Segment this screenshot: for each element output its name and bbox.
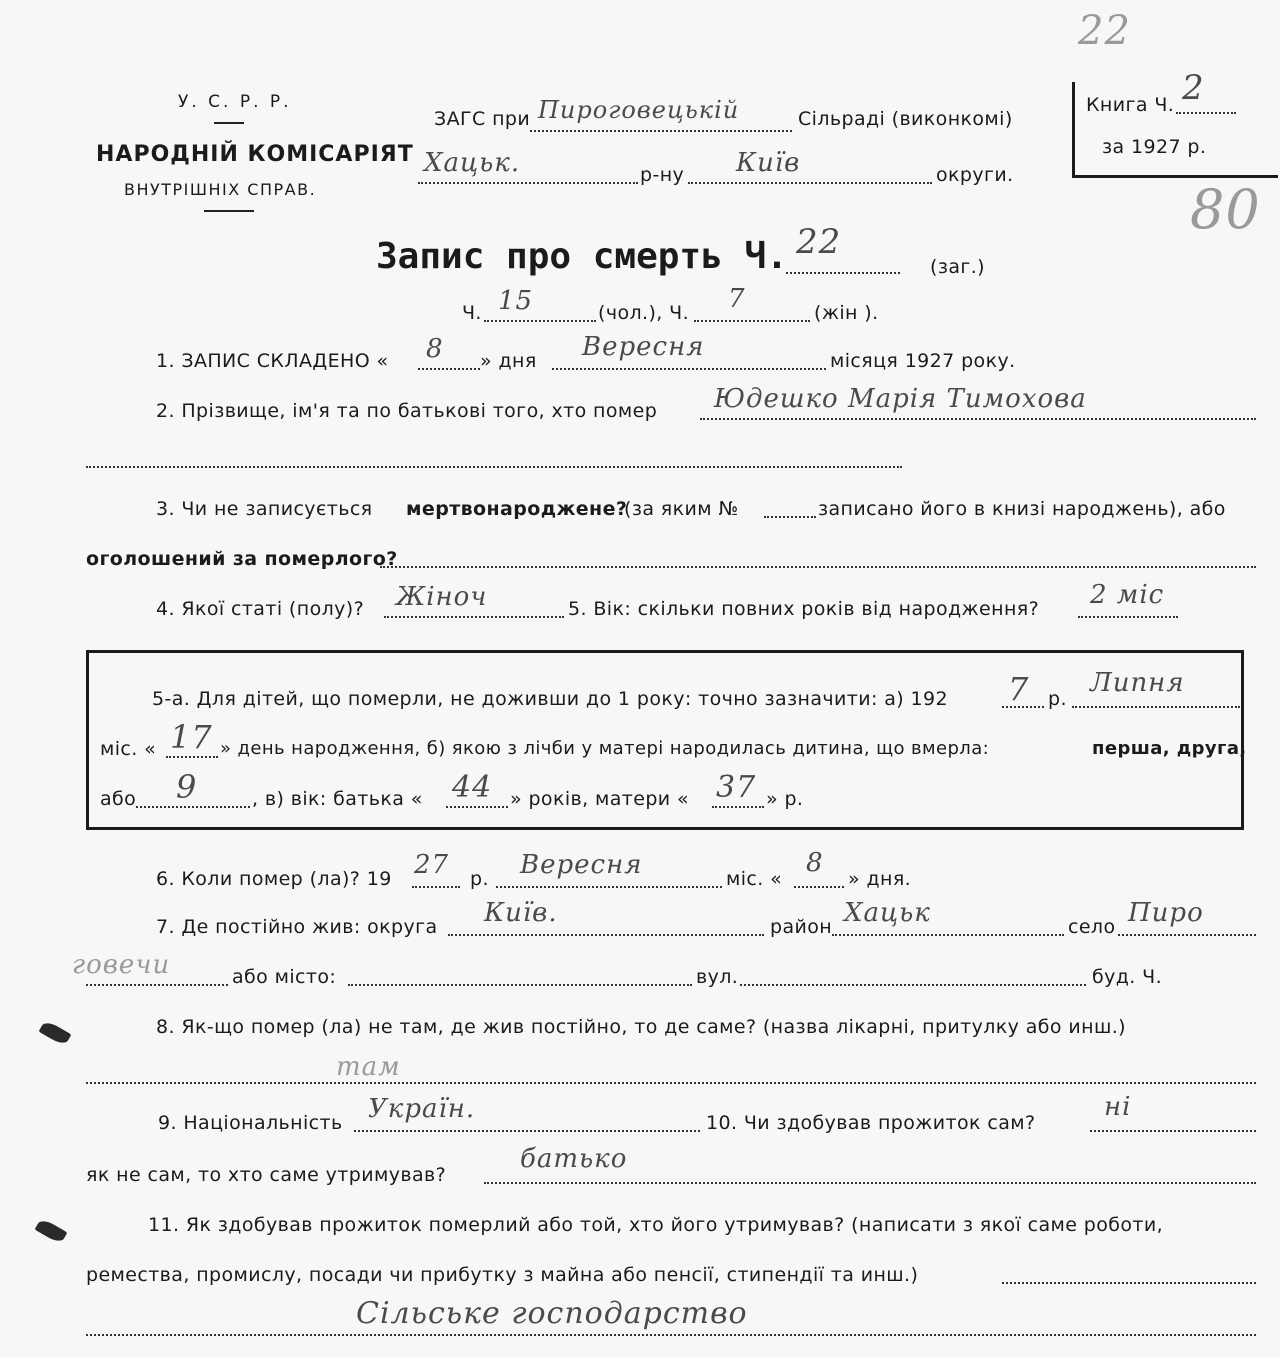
item5a-r: р. xyxy=(1048,688,1067,710)
item7-street-label: вул. xyxy=(696,966,739,988)
item2-deceased-name: Юдешко Марія Тимохова xyxy=(714,384,1087,414)
female-label: (жін ). xyxy=(814,302,879,324)
dotted-line xyxy=(740,984,1086,986)
item5a-abo: або xyxy=(100,788,137,810)
female-count: 7 xyxy=(728,284,746,314)
hole-punch-mark xyxy=(35,1217,68,1244)
dotted-line xyxy=(496,886,722,888)
dotted-line xyxy=(484,320,596,322)
dotted-line xyxy=(418,182,638,184)
item3-rest-b: записано його в книзі народжень), або xyxy=(818,498,1226,520)
item7-okrug: Київ. xyxy=(484,898,558,928)
dotted-line xyxy=(1090,1130,1256,1132)
male-count: 15 xyxy=(498,286,534,316)
dotted-line xyxy=(448,934,764,936)
item5a-father-age: 44 xyxy=(452,770,493,805)
dotted-line xyxy=(712,806,764,808)
dotted-line xyxy=(794,886,844,888)
item7-selo-label: село xyxy=(1068,916,1116,938)
dotted-line xyxy=(1072,706,1240,708)
record-number: 22 xyxy=(796,222,842,262)
item4-sex: Жіноч xyxy=(396,582,488,612)
item8-place: там xyxy=(336,1052,401,1082)
item6-year: 27 xyxy=(414,850,450,880)
item3-stillborn: мертвонароджене? xyxy=(406,498,628,520)
hole-punch-mark xyxy=(39,1019,72,1046)
commissariat-label: НАРОДНІЙ КОМІСАРІЯТ xyxy=(96,142,414,167)
district-label: р-ну xyxy=(640,164,685,186)
item6-r: р. xyxy=(470,868,489,890)
item6-label: 6. Коли помер (ла)? 19 xyxy=(156,868,392,890)
item9-nationality: Україн. xyxy=(368,1094,476,1124)
dotted-line xyxy=(694,320,810,322)
item1-year: місяця 1927 року. xyxy=(830,350,1016,372)
divider xyxy=(214,122,244,124)
item5a-line2: » день народження, б) якою з лічби у матері народилась дитина, що вмерла: xyxy=(220,738,990,759)
dotted-line xyxy=(552,368,826,370)
okrug-label: округи. xyxy=(936,164,1014,186)
item5a-order-options: перша, друга, xyxy=(1092,738,1247,759)
record-suffix: (заг.) xyxy=(930,256,985,278)
dotted-line xyxy=(166,756,218,758)
item6-mis: міс. « xyxy=(726,868,783,890)
dotted-line xyxy=(1176,112,1236,114)
item9-label: 9. Національність xyxy=(158,1112,343,1134)
item7-city-label: або місто: xyxy=(232,966,337,988)
dotted-line xyxy=(354,1130,700,1132)
item5-age: 2 міс xyxy=(1090,580,1165,610)
top-corner-number: 22 xyxy=(1078,8,1131,54)
dotted-line xyxy=(86,466,902,468)
dotted-line xyxy=(1002,1282,1256,1284)
item10-sub-label: як не сам, то хто саме утримував? xyxy=(86,1164,447,1186)
item7-selo-continued: говечи xyxy=(72,950,171,980)
item1-month: Вересня xyxy=(582,332,705,362)
dotted-line xyxy=(446,806,508,808)
item7-label: 7. Де постійно жив: округа xyxy=(156,916,438,938)
dotted-line xyxy=(1118,934,1256,936)
dotted-line xyxy=(136,806,250,808)
item6-day: 8 xyxy=(806,848,824,878)
item5a-line1: 5-а. Для дітей, що померли, не доживши до 1 року: точно зазначити: а) 192 xyxy=(152,688,949,710)
dotted-line xyxy=(688,182,932,184)
item1-day: 8 xyxy=(426,334,444,364)
dotted-line xyxy=(348,984,692,986)
dotted-line xyxy=(484,1182,1256,1184)
item5a-father-label: , в) вік: батька « xyxy=(252,788,423,810)
year-label: за 1927 р. xyxy=(1102,136,1207,158)
item2-label: 2. Прізвище, ім'я та по батькові того, хто помер xyxy=(156,400,658,422)
dotted-line xyxy=(86,1082,1256,1084)
item5a-month: Липня xyxy=(1090,668,1185,698)
dotted-line xyxy=(1078,616,1178,618)
item10-supporter: батько xyxy=(520,1144,628,1174)
item3-label: 3. Чи не записується xyxy=(156,498,373,520)
ussr-label: У. С. Р. Р. xyxy=(178,92,292,112)
item11-line2: ремества, промислу, посади чи прибутку з майна або пенсії, стипендії та инш.) xyxy=(86,1264,919,1286)
book-label: Книга Ч. xyxy=(1086,94,1175,116)
item1-label: 1. ЗАПИС СКЛАДЕНО « xyxy=(156,350,389,372)
item7-house-label: буд. Ч. xyxy=(1092,966,1163,988)
item1-day-suffix: » дня xyxy=(480,350,537,372)
dotted-line xyxy=(418,368,480,370)
item6-end: » дня. xyxy=(848,868,912,890)
item3-declared-dead: оголошений за померлого? xyxy=(86,548,398,570)
district-value: Хацьк. xyxy=(424,148,521,178)
item4-label: 4. Якої статі (полу)? xyxy=(156,598,365,620)
dotted-line xyxy=(786,272,900,274)
dotted-line xyxy=(384,616,564,618)
okrug-value: Київ xyxy=(736,148,801,178)
item10-label: 10. Чи здобував прожиток сам? xyxy=(706,1112,1036,1134)
item6-month: Вересня xyxy=(520,850,643,880)
book-value: 2 xyxy=(1182,68,1205,108)
council-label: Сільраді (виконкомі) xyxy=(798,108,1013,130)
dotted-line xyxy=(86,1334,1256,1336)
item5a-day: 17 xyxy=(170,718,213,756)
male-prefix: Ч. xyxy=(462,302,482,324)
item5a-end: » р. xyxy=(766,788,804,810)
zags-value: Пироговецькій xyxy=(538,96,740,124)
dotted-line xyxy=(764,516,816,518)
item5a-birth-order: 9 xyxy=(176,768,198,806)
item11-occupation: Сільське господарство xyxy=(356,1296,748,1331)
item5-label: 5. Вік: скільки повних років від народження? xyxy=(568,598,1040,620)
zags-label: ЗАГС при xyxy=(434,108,531,130)
divider xyxy=(204,210,254,212)
item10-self-support: ні xyxy=(1104,1092,1132,1122)
item11-line1: 11. Як здобував прожиток померлий або той, хто його утримував? (написати з якої саме роботи, xyxy=(148,1214,1164,1236)
item8-label: 8. Як-що помер (ла) не там, де жив постійно, то де саме? (назва лікарні, притулку або инш.) xyxy=(156,1016,1126,1038)
dotted-line xyxy=(412,886,460,888)
side-number: 80 xyxy=(1190,178,1261,241)
item5a-year: 7 xyxy=(1008,670,1030,708)
dotted-line xyxy=(832,934,1064,936)
item7-raion-label: район xyxy=(770,916,833,938)
item5a-mis: міс. « xyxy=(100,738,157,760)
record-title: Запис про смерть Ч. xyxy=(376,236,788,277)
dotted-line xyxy=(530,130,792,132)
item5a-years-label: » років, матери « xyxy=(510,788,689,810)
item3-rest-a: (за яким № xyxy=(624,498,739,520)
item7-raion: Хацьк xyxy=(844,898,931,928)
item7-selo: Пиро xyxy=(1128,898,1204,928)
item5a-mother-age: 37 xyxy=(716,770,757,805)
dotted-line xyxy=(700,418,1256,420)
male-label: (чол.), Ч. xyxy=(598,302,690,324)
dotted-line xyxy=(86,984,228,986)
internal-affairs-label: ВНУТРІШНІХ СПРАВ. xyxy=(124,180,317,199)
dotted-line xyxy=(380,566,1256,568)
